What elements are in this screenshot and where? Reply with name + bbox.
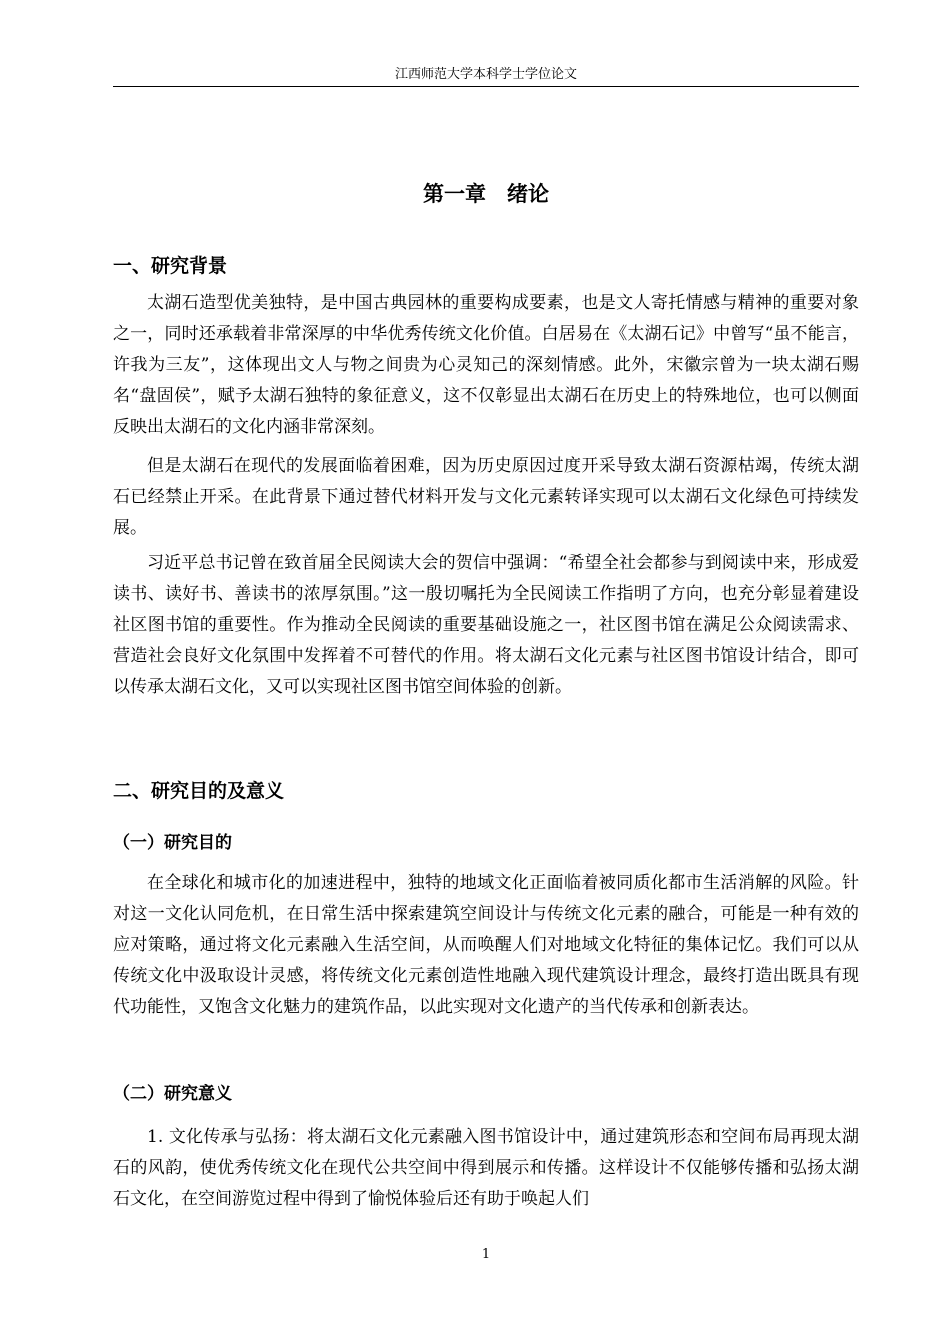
section-heading-background: 一、研究背景 xyxy=(113,255,228,277)
subsection-heading-significance: （二）研究意义 xyxy=(113,1084,232,1104)
running-header: 江西师范大学本科学士学位论文 xyxy=(394,67,577,82)
section-heading-purpose: 二、研究目的及意义 xyxy=(113,780,285,802)
background-paragraph-3: 习近平总书记曾在致首届全民阅读大会的贺信中强调：“希望全社会都参与到阅读中来，形成爱读书、读好书、善读书的浓厚氛围。”这一殷切嘱托为全民阅读工作指明了方向，也充分彰显着建设社区图书馆的重要性。作为推动全民阅读的重要基础设施之一，社区图书馆在满足公众阅读需求、营造社会良好文化氛围中发挥着不可替代的作用。将太湖石文化元素与社区图书馆设计结合，即可以传承太湖石文化，又可以实现社区图书馆空间体验的创新。 xyxy=(113,553,859,697)
subsection-heading-purpose: （一）研究目的 xyxy=(113,833,232,853)
background-paragraph-2: 但是太湖石在现代的发展面临着困难，因为历史原因过度开采导致太湖石资源枯竭，传统太湖石已经禁止开采。在此背景下通过替代材料开发与文化元素转译实现可以太湖石文化绿色可持续发展。 xyxy=(113,456,859,538)
purpose-paragraph: 在全球化和城市化的加速进程中，独特的地域文化正面临着被同质化都市生活消解的风险。针对这一文化认同危机，在日常生活中探索建筑空间设计与传统文化元素的融合，可能是一种有效的应对策略，通过将文化元素融入生活空间，从而唤醒人们对地域文化特征的集体记忆。我们可以从传统文化中汲取设计灵感，将传统文化元素创造性地融入现代建筑设计理念，最终打造出既具有现代功能性，又饱含文化魅力的建筑作品，以此实现对文化遗产的当代传承和创新表达。 xyxy=(113,873,859,1017)
significance-paragraph: 1. 文化传承与弘扬：将太湖石文化元素融入图书馆设计中，通过建筑形态和空间布局再现太湖石的风韵，使优秀传统文化在现代公共空间中得到展示和传播。这样设计不仅能够传播和弘扬太湖石文化，在空间游览过程中得到了愉悦体验后还有助于唤起人们 xyxy=(113,1127,859,1209)
page-number: 1 xyxy=(481,1247,491,1262)
background-paragraph-1: 太湖石造型优美独特，是中国古典园林的重要构成要素，也是文人寄托情感与精神的重要对象之一，同时还承载着非常深厚的中华优秀传统文化价值。白居易在《太湖石记》中曾写“虽不能言，许我为三友”，这体现出文人与物之间贵为心灵知己的深刻情感。此外，宋徽宗曾为一块太湖石赐名“盘固侯”，赋予太湖石独特的象征意义，这不仅彰显出太湖石在历史上的特殊地位，也可以侧面反映出太湖石的文化内涵非常深刻。 xyxy=(113,293,859,437)
chapter-title: 第一章 绪论 xyxy=(423,182,549,206)
header-rule xyxy=(113,86,859,87)
